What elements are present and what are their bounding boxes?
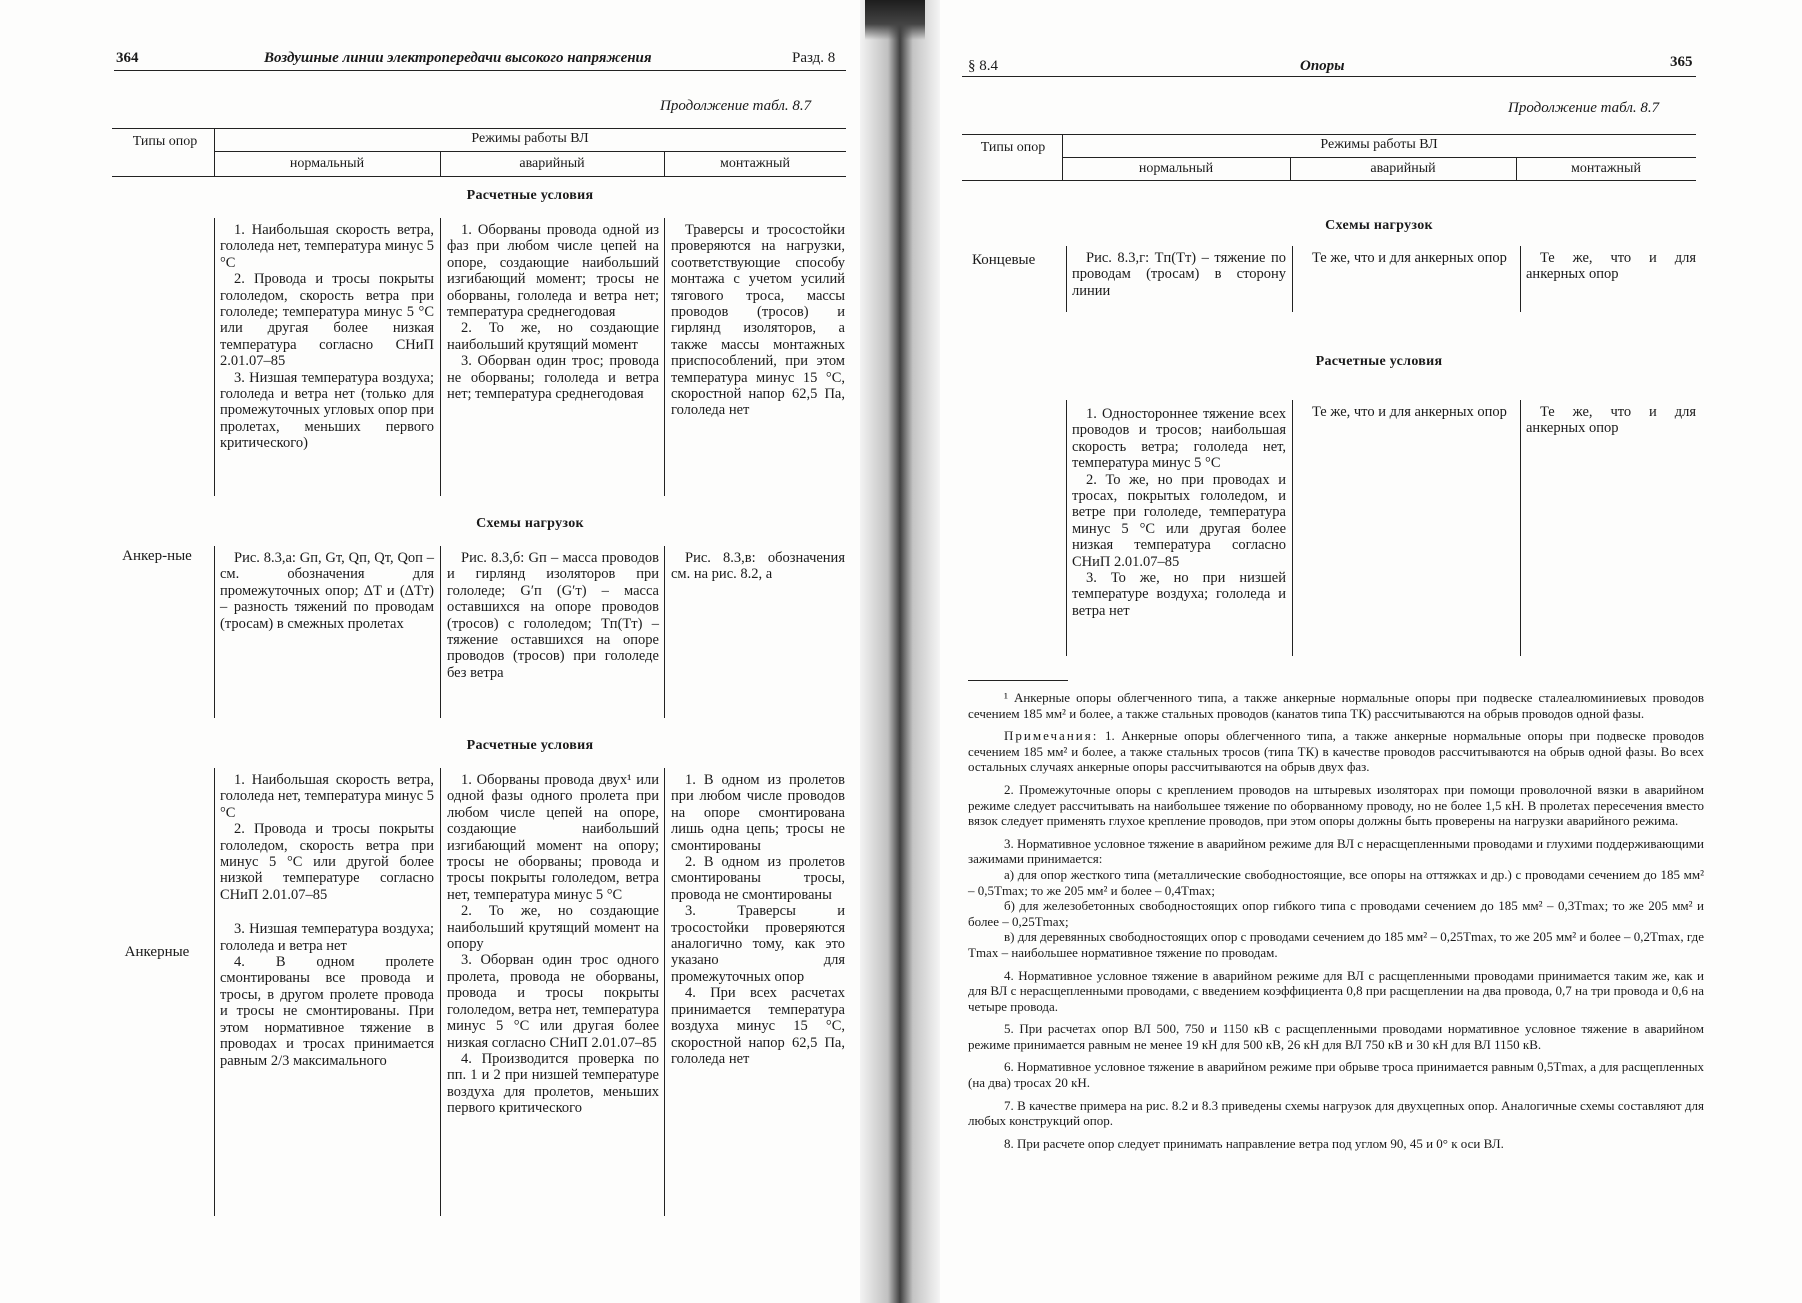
text-paragraph: 1. Наибольшая скорость ветра, гололеда нет, температура минус 5 °С bbox=[220, 222, 434, 271]
left-types-header: Типы опор bbox=[132, 134, 198, 149]
note-paragraph bbox=[968, 728, 1704, 775]
note-paragraph: в) для деревянных свободностоящих опор с проводами сечением до 185 мм² – 0,25Tmax, то же 205 мм² и более – 0,2Tmax, где Tmax – наибольшее нормативное тяжение по проводам. bbox=[968, 929, 1704, 960]
text-paragraph: Те же, что и для анкерных опор bbox=[1526, 404, 1696, 437]
text-paragraph: 4. В одном пролете смонтированы все провода и тросы, в другом пролете провода и тросы не смонтированы. При этом нормативное тяжение в проводах и тросах принимается равным 2/3 максимального bbox=[220, 954, 434, 1069]
right-block1-normal bbox=[1072, 250, 1286, 299]
right-section-ref: § 8.4 bbox=[968, 58, 998, 74]
text-paragraph: Рис. 8.3,г: Tп(Tт) – тяжение по проводам (тросам) в сторону линии bbox=[1072, 250, 1286, 299]
left-block2-divider-b bbox=[440, 546, 441, 718]
left-block1-divider-b bbox=[440, 218, 441, 496]
left-header-rule bbox=[114, 70, 846, 71]
left-block3-title: Расчетные условия bbox=[466, 738, 594, 753]
right-emergency-header: аварийный bbox=[1370, 161, 1436, 176]
left-row-label-anchor-full: Анкерные bbox=[124, 944, 190, 960]
text-paragraph: 3. Оборван один трос одного пролета, провода не оборваны, провода и тросы покрыты гололедом, ветра нет, температура минус 5 °С или другая более низкая согласно СНиП 2.01.07–85 bbox=[447, 952, 659, 1051]
right-continuation-label: Продолжение табл. 8.7 bbox=[1508, 100, 1660, 116]
left-block2-title: Схемы нагрузок bbox=[476, 516, 584, 531]
left-block2-mounting bbox=[671, 550, 845, 583]
right-table-mid-rule bbox=[1062, 157, 1696, 158]
left-running-title-text: Воздушные линии электропередачи высокого напряжения bbox=[264, 50, 652, 66]
right-page-number: 365 bbox=[1670, 54, 1693, 70]
note-paragraph: б) для железобетонных свободностоящих опор гибкого типа с проводами сечением до 185 мм² – 0,3Tmax; то же 205 мм² и более – 0,25Tmax; bbox=[968, 898, 1704, 929]
text-paragraph: 4. Производится проверка по пп. 1 и 2 при низшей температуре воздуха для пролетов, меньших первого критического bbox=[447, 1050, 659, 1117]
text-paragraph: 2. В одном из пролетов смонтированы тросы, провода не смонтированы bbox=[671, 854, 845, 903]
left-running-title bbox=[264, 50, 652, 67]
note-paragraph: а) для опор жесткого типа (металлические свободностоящие, все опоры на оттяжках и др.) с проводами сечением до 185 мм² – 0,5Tmax; то же 205 мм² и более – 0,4Tmax; bbox=[968, 866, 1704, 898]
left-normal-header: нормальный bbox=[289, 156, 365, 171]
text-paragraph: Те же, что и для анкерных опор bbox=[1312, 404, 1507, 420]
left-mounting-header: монтажный bbox=[720, 156, 790, 171]
right-running-title bbox=[1300, 58, 1345, 75]
book-gutter bbox=[860, 0, 940, 1303]
right-block1-divider-b bbox=[1292, 246, 1293, 312]
right-block2-divider-a bbox=[1066, 400, 1067, 656]
note-paragraph: 6. Нормативное условное тяжение в аварийном режиме при обрыве троса принимается равным 0,5Tmax, а для расщепленных (на два) тросах 20 кН. bbox=[968, 1059, 1704, 1091]
text-paragraph: Те же, что и для анкерных опор bbox=[1312, 250, 1507, 266]
right-running-title-text: Опоры bbox=[1300, 58, 1345, 74]
right-block1-emergency bbox=[1298, 250, 1512, 266]
right-header-rule bbox=[962, 76, 1696, 77]
text-paragraph: 3. Низшая температура воздуха; гололеда и ветра нет bbox=[220, 921, 434, 954]
text-paragraph: 1. Оборваны провода одной из фаз при любом числе цепей на опоре, создающие наибольший изгибающий момент; тросы не оборваны, гололеда и ветра нет; температура среднегодовая bbox=[447, 222, 659, 321]
text-paragraph: 2. Провода и тросы покрыты гололедом, скорость ветра при минус 5 °С или другой более низкой температуре согласно СНиП 2.01.07–85 bbox=[220, 821, 434, 903]
right-mounting-header: монтажный bbox=[1571, 161, 1641, 176]
left-block2-divider-c bbox=[664, 546, 665, 718]
text-paragraph: Рис. 8.3,а: Gп, Gт, Qп, Qт, Qоп – см. обозначения для промежуточных опор; ΔT и (ΔTт) – разность тяжений по проводам (тросам) в смежных пролетах bbox=[220, 550, 434, 632]
note-paragraph: 3. Нормативное условное тяжение в аварийном режиме для ВЛ с нерасщепленными проводами и глухими поддерживающими зажимами принимается: bbox=[968, 835, 1704, 867]
left-block3-mounting bbox=[671, 772, 845, 1067]
right-block2-title: Расчетные условия bbox=[1315, 354, 1443, 369]
left-block1-divider-c bbox=[664, 218, 665, 496]
text-paragraph: Рис. 8.3,в: обозначения см. на рис. 8.2, а bbox=[671, 550, 845, 583]
left-table-header-bottom-rule bbox=[112, 176, 846, 177]
left-block1-title: Расчетные условия bbox=[466, 188, 594, 203]
notes-block bbox=[968, 690, 1704, 1158]
left-modes-header: Режимы работы ВЛ bbox=[471, 131, 589, 146]
left-section-ref: Разд. 8 bbox=[792, 50, 836, 66]
left-block3-normal bbox=[220, 772, 434, 1069]
right-block2-divider-b bbox=[1292, 400, 1293, 656]
left-block1-normal bbox=[220, 222, 434, 452]
text-paragraph: 2. То же, но при проводах и тросах, покрытых гололедом, и ветре при гололеде, температура минус 5 °С или другая более низкая температура согласно СНиП 2.01.07–85 bbox=[1072, 471, 1286, 570]
left-emergency-header: аварийный bbox=[519, 156, 585, 171]
text-paragraph: 3. Оборван один трос; провода не оборваны; гололеда и ветра нет; температура среднегодовая bbox=[447, 353, 659, 403]
text-paragraph: 1. Наибольшая скорость ветра, гололеда нет, температура минус 5 °С bbox=[220, 772, 434, 821]
left-block1-divider-a bbox=[214, 218, 215, 496]
text-paragraph: 2. То же, но создающие наибольший крутящий момент bbox=[447, 320, 659, 353]
left-table-mid-rule bbox=[214, 151, 846, 152]
text-paragraph: 3. Низшая температура воздуха; гололеда и ветра нет (только для промежуточных угловых опор при пролетах, меньших первого критического) bbox=[220, 369, 434, 452]
left-block1-mounting bbox=[671, 222, 845, 419]
left-block3-divider-a bbox=[214, 768, 215, 1216]
text-paragraph: 4. При всех расчетах принимается температура воздуха минус 15 °С, скоростной напор 62,5 Па, гололеда нет bbox=[671, 985, 845, 1067]
left-block2-normal bbox=[220, 550, 434, 632]
text-paragraph: 3. То же, но при низшей температуре воздуха; гололеда и ветра нет bbox=[1072, 570, 1286, 619]
note-paragraph: 8. При расчете опор следует принимать направление ветра под углом 90, 45 и 0° к оси ВЛ. bbox=[1004, 1135, 1504, 1151]
text-paragraph: Те же, что и для анкерных опор bbox=[1526, 250, 1696, 283]
right-row-label-end: Концевые bbox=[972, 252, 1036, 268]
right-table-top-rule bbox=[962, 134, 1696, 135]
right-block1-mounting bbox=[1526, 250, 1696, 283]
left-block2-divider-a bbox=[214, 546, 215, 718]
note-paragraph: 5. При расчетах опор ВЛ 500, 750 и 1150 кВ с расщепленными проводами нормативное условное тяжение в аварийном режиме принимается равным не менее 19 кН для 500 кВ, 26 кН для ВЛ 750 кВ и 30 кН для ВЛ 1150 кВ. bbox=[968, 1021, 1704, 1052]
text-paragraph: 1. Одностороннее тяжение всех проводов и тросов; наибольшая скорость ветра; гололеда нет, температура минус 5 °С bbox=[1072, 406, 1286, 472]
text-paragraph: Траверсы и тросостойки проверяются на нагрузки, соответствующие способу монтажа с учетом усилий тягового троса, массы проводов (тросов) и гирлянд изоляторов, а также массы монтажных приспособлений, при этом температура минус 15 °С, скоростной напор 62,5 Па, гололеда нет bbox=[671, 222, 845, 419]
text-paragraph: 2. То же, но создающие наибольший крутящий момент на опору bbox=[447, 903, 659, 953]
note-text: 1. Анкерные опоры облегченного типа, а также анкерные нормальные опоры при подвеске проводов сечением 185 мм² и более, а также стальных тросов (типа ТК) в качестве проводов рассчитываются на обрыв одной фазы. Во всех остальных случаях анкерные опоры рассчитываются на обрыв двух фаз. bbox=[968, 728, 1705, 775]
left-continuation-label: Продолжение табл. 8.7 bbox=[660, 98, 812, 114]
text-paragraph: 1. Оборваны провода двух¹ или одной фазы одного пролета при любом числе цепей на опоре, создающие наибольший изгибающий момент на опору; тросы не оборваны; провода и тросы покрыты гололедом, ветра нет, температура минус 5 °С bbox=[447, 772, 659, 903]
right-block1-divider-c bbox=[1520, 246, 1521, 312]
right-types-header: Типы опор bbox=[980, 140, 1046, 155]
note-paragraph: 4. Нормативное условное тяжение в аварийном режиме для ВЛ с расщепленными проводами принимается таким же, как и для ВЛ с нерасщепленными проводами, с введением коэффициента 0,8 при расщеплении на два провода, 0,7 на три провода и 0,6 на четыре провода. bbox=[968, 967, 1704, 1014]
left-block3-divider-c bbox=[664, 768, 665, 1216]
right-block2-divider-c bbox=[1520, 400, 1521, 656]
footnote: ¹ Анкерные опоры облегченного типа, а также анкерные нормальные опоры при подвеске сталеалюминиевых проводов сечением 185 мм² и более, а также стальных проводов (канатов типа ТК) рассчитываются на обрыв проводов одной фазы. bbox=[968, 690, 1704, 721]
left-block3-divider-b bbox=[440, 768, 441, 1216]
left-page-number: 364 bbox=[116, 50, 139, 66]
footnote-rule bbox=[968, 680, 1068, 681]
left-block3-emergency bbox=[447, 772, 659, 1117]
notes-label: Примечания: bbox=[1004, 728, 1099, 744]
gutter-shadow bbox=[865, 0, 925, 40]
right-block1-divider-a bbox=[1066, 246, 1067, 312]
right-normal-header: нормальный bbox=[1138, 161, 1214, 176]
right-modes-header: Режимы работы ВЛ bbox=[1320, 137, 1438, 152]
left-row-label-anchor: Анкер-ные bbox=[122, 548, 192, 564]
left-table-top-rule bbox=[112, 128, 846, 129]
right-block1-title: Схемы нагрузок bbox=[1325, 218, 1433, 233]
left-block2-emergency bbox=[447, 550, 659, 681]
text-paragraph: 1. В одном из пролетов при любом числе проводов на опоре смонтирована лишь одна цепь; тросы не смонтированы bbox=[671, 772, 845, 854]
right-table-header-bottom-rule bbox=[962, 180, 1696, 181]
left-block1-emergency bbox=[447, 222, 659, 402]
right-block2-mounting bbox=[1526, 404, 1696, 437]
note-paragraph: 2. Промежуточные опоры с креплением проводов на штыревых изоляторах при помощи проволочной вязки в аварийном режиме следует рассчитывать на наибольшее тяжение по оборванному проводу, но не более 1,5 кН. В пролетах пересечения вместо вязок следует применять глухое крепление проводов, при этом опоры должны быть проверены на нагрузки аварийного режима. bbox=[968, 781, 1704, 829]
text-paragraph: Рис. 8.3,б: Gп – масса проводов и гирлянд изоляторов при гололеде; G′п (G′т) – масса оставшихся на опоре проводов (тросов) с гололедом; Tп(Tт) – тяжение оставшихся на опоре проводов (тросов) при гололеде без ветра bbox=[447, 550, 659, 681]
text-paragraph: 3. Траверсы и тросостойки проверяются аналогично тому, как это указано для промежуточных опор bbox=[671, 903, 845, 985]
text-paragraph: 2. Провода и тросы покрыты гололедом, скорость ветра при гололеде; температура минус 5 °С или другая более низкая температура согласно СНиП 2.01.07–85 bbox=[220, 271, 434, 370]
right-block2-emergency bbox=[1298, 404, 1512, 420]
note-paragraph: 7. В качестве примера на рис. 8.2 и 8.3 приведены схемы нагрузок для двухцепных опор. Аналогичные схемы составляют для любых конструкций опор. bbox=[968, 1097, 1704, 1129]
right-block2-normal bbox=[1072, 406, 1286, 619]
